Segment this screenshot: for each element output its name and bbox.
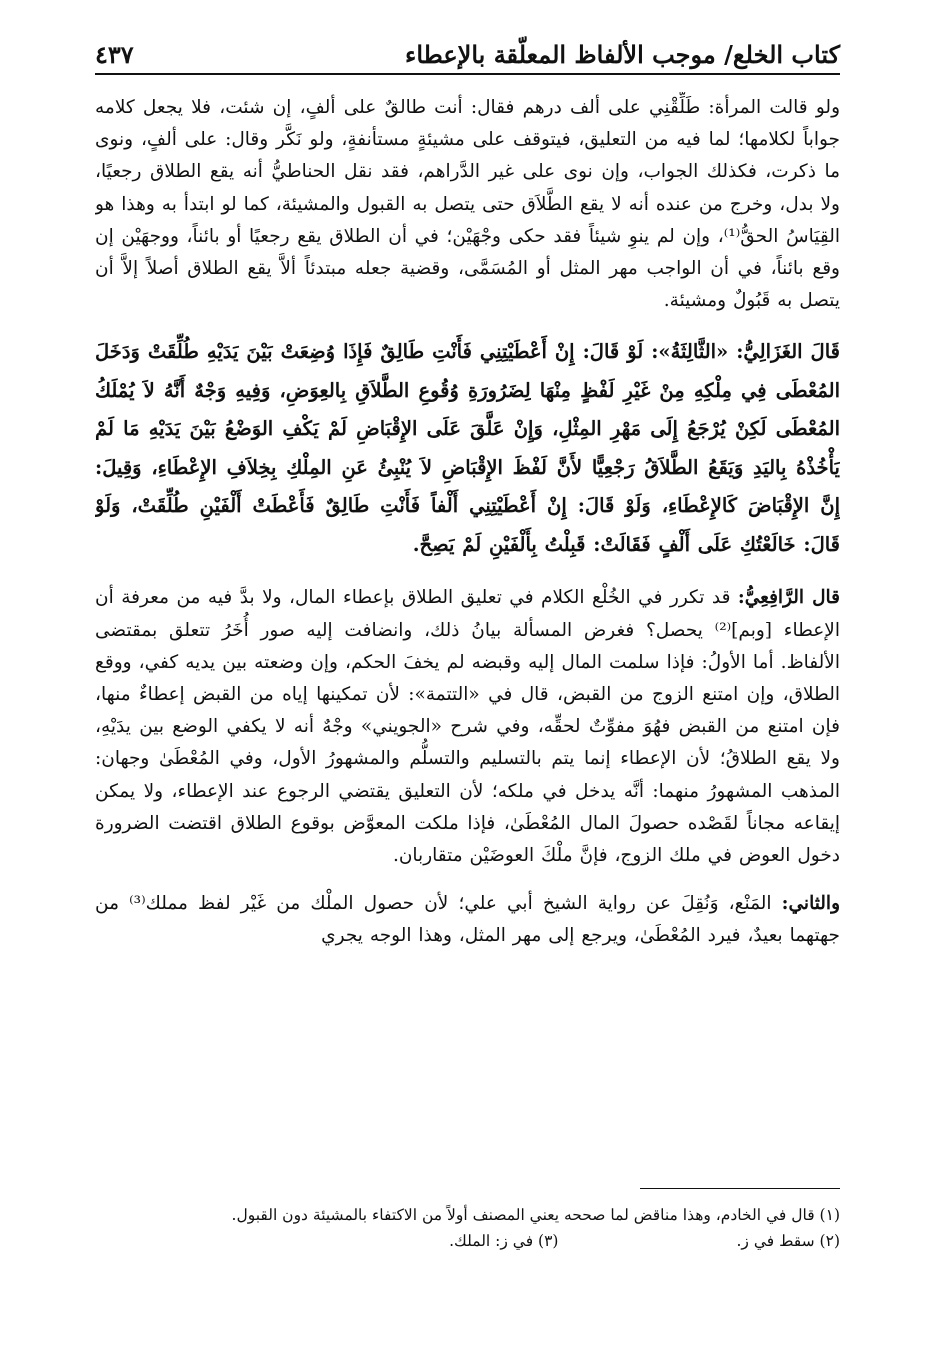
speaker-label: والثاني:: [781, 893, 840, 915]
footnote-1-text: (١) قال في الخادم، وهذا مناقض لما صححه يعني المصنف أولاً من الاكتفاء بالمشيئة دون القبول.: [231, 1206, 840, 1224]
chapter-title: كتاب الخلع/ موجب الألفاظ المعلّقة بالإعطاء: [405, 40, 840, 70]
footnotes: [95, 1202, 840, 1254]
footnote-1: [95, 1202, 840, 1228]
header-rule: [95, 73, 840, 75]
footnote-2-text: (٢) سقط في ز.: [736, 1232, 840, 1250]
footnote-row-2: [95, 1228, 840, 1254]
paragraph-1: ولو قالت المرأة: طَلِّقْنِي على ألف درهم فقال: أنت طالقٌ على ألفٍ، إن شئت، فلا يجعل كلامه جواباً لكلامها؛ لما فيه من التعليق، فيتوقف على مشيئةٍ مستأنفةٍ، ولو نَكَّر وقال: على ألفٍ، ونوى ما ذكرت، فكذلك الجواب، وإن نوى على غير الدَّراهم، فقد نقل الحناطيُّ أنه يقع الطلاق رجعيًا، ولا بدل، وخرج من عنده أنه لا يقع الطَّلاَق حتى يتصل به القبول والمشيئة، كما لو ابتدأ به وهذا هو القِيَاسُ الحقُّ⁽¹⁾، وإن لم ينوِ شيئاً فقد حكى وجْهَيْن؛ في أن الطلاق يقع رجعيًا أو بائناً، ووجهَيْن إن وقع بائناً، في أن الواجب مهر المثل أو المُسَمَّى، وقضية جعله مبتدئاً ألاَّ يقع الطلاق أصلاً إلاَّ أن يتصل به قَبُولٌ ومشيئة.: [95, 97, 840, 312]
footnote-rule: [640, 1188, 840, 1189]
speaker-label: قال الرَّافِعِيُّ:: [737, 587, 840, 609]
footnote-3-text: (٣) في ز: الملك.: [449, 1232, 559, 1250]
page-number: ٤٣٧: [95, 40, 134, 70]
paragraph-3: [95, 582, 840, 872]
paragraph-4: [95, 888, 840, 952]
paragraph-3-text: قد تكرر في الخُلْع الكلام في تعليق الطلاق بإعطاء المال، ولا بدَّ فيه من معرفة أن الإعطاء [وبم]⁽²⁾ يحصل؟ فغرض المسألة بيانُ ذلك، وانضافت إليه صور أُخَرُ تتعلق بمقتضى الألفاظ. أما الأولُ: فإذا سلمت المال إليه وقبضه لم يخفَ الحكم، وإن وضعته بين يديه كفي، ووقع الطلاق، وإن امتنع الزوج من القبض، قال في «التتمة»: لأن تمكينها إياه من القبض إعطاءٌ منها، فإن امتنع من القبض فهُوَ مفوِّتٌ لحقِّه، وفي شرح «الجويني» وجْهٌ أنه لا يكفي الوضع بين يدَيْهِ، ولا يقع الطلاقُ؛ لأن الإعطاء إنما يتم بالتسليم والتسلُّم والمشهورُ الأول، وفي المُعْطَىٰ وجهان: المذهب المشهورُ منهما: أنَّه يدخل في ملكه؛ لأن التعليق يقتضي الرجوع عند الإعطاء، ولا يمكن إيقاعه مجاناً لقَصْده حصولَ المال المُعْطَىٰ، فإذا ملكت المعوَّض بوقوع الطلاق اقتضت الضرورة دخول العوض في ملك الزوج، فإنَّ ملْكَ العوضَيْن متقاربان.: [95, 587, 840, 867]
paragraph-4-text: المَنْع، وَنُقِلَ عن رواية الشيخ أبي علي؛ لأن حصول الملْك من غَيْر لفظ مملك⁽³⁾ من جهتهما بعيدٌ، فيرد المُعْطَىٰ، ويرجع إلى مهر المثل، وهذا الوجه يجري: [95, 893, 840, 947]
main-text: [95, 92, 840, 1177]
running-header: [95, 30, 840, 70]
quoted-matn-paragraph: قَالَ الغَزَالِيُّ: «الثَّالِثَةُ»: لَوْ قَالَ: إِنْ أَعْطَيْتِنِي فَأَنْتِ طَالِقٌ فَإِذَا وُضِعَتْ بَيْنَ يَدَيْهِ طُلِّقَتْ وَدَخَلَ المُعْطَى فِي مِلْكِهِ مِنْ غَيْرِ لَفْظٍ مِنْهَا لِضَرُورَةِ وُقُوعِ الطَّلاَقِ بِالعِوَضِ، وَفِيهِ وَجْهٌ أَنَّهُ لاَ يُمْلَكُ المُعْطَى لَكِنْ يُرْجَعُ إِلَى مَهْرِ المِثْلِ، وَإِنْ عَلَّقَ عَلَى الإِقْبَاضِ لَمْ يَكْفِ الوَضْعُ بَيْنَ يَدَيْهِ مَا لَمْ يَأْخُذْهُ بِاليَدِ وَيَقَعُ الطَّلاَقُ رَجْعِيًّا لأَنَّ لَفْظَ الإِقْبَاضِ لاَ يُنْبِئُ عَنِ المِلْكِ بِخِلاَفِ الإِعْطَاءِ، وَقِيلَ: إِنَّ الإِقْبَاضَ كَالإِعْطَاءِ، وَلَوْ قَالَ: إِنْ أَعْطَيْتِنِي أَلْفاً فَأَنْتِ طَالِقٌ فَأَعْطَتْ أَلْفَيْنِ طُلِّقَتْ، وَلَوْ قَالَ: خَالَعْتُكِ عَلَى أَلْفٍ فَقَالَتْ: قَبِلْتُ بِأَلْفَيْنِ لَمْ يَصِحَّ.: [95, 340, 840, 556]
